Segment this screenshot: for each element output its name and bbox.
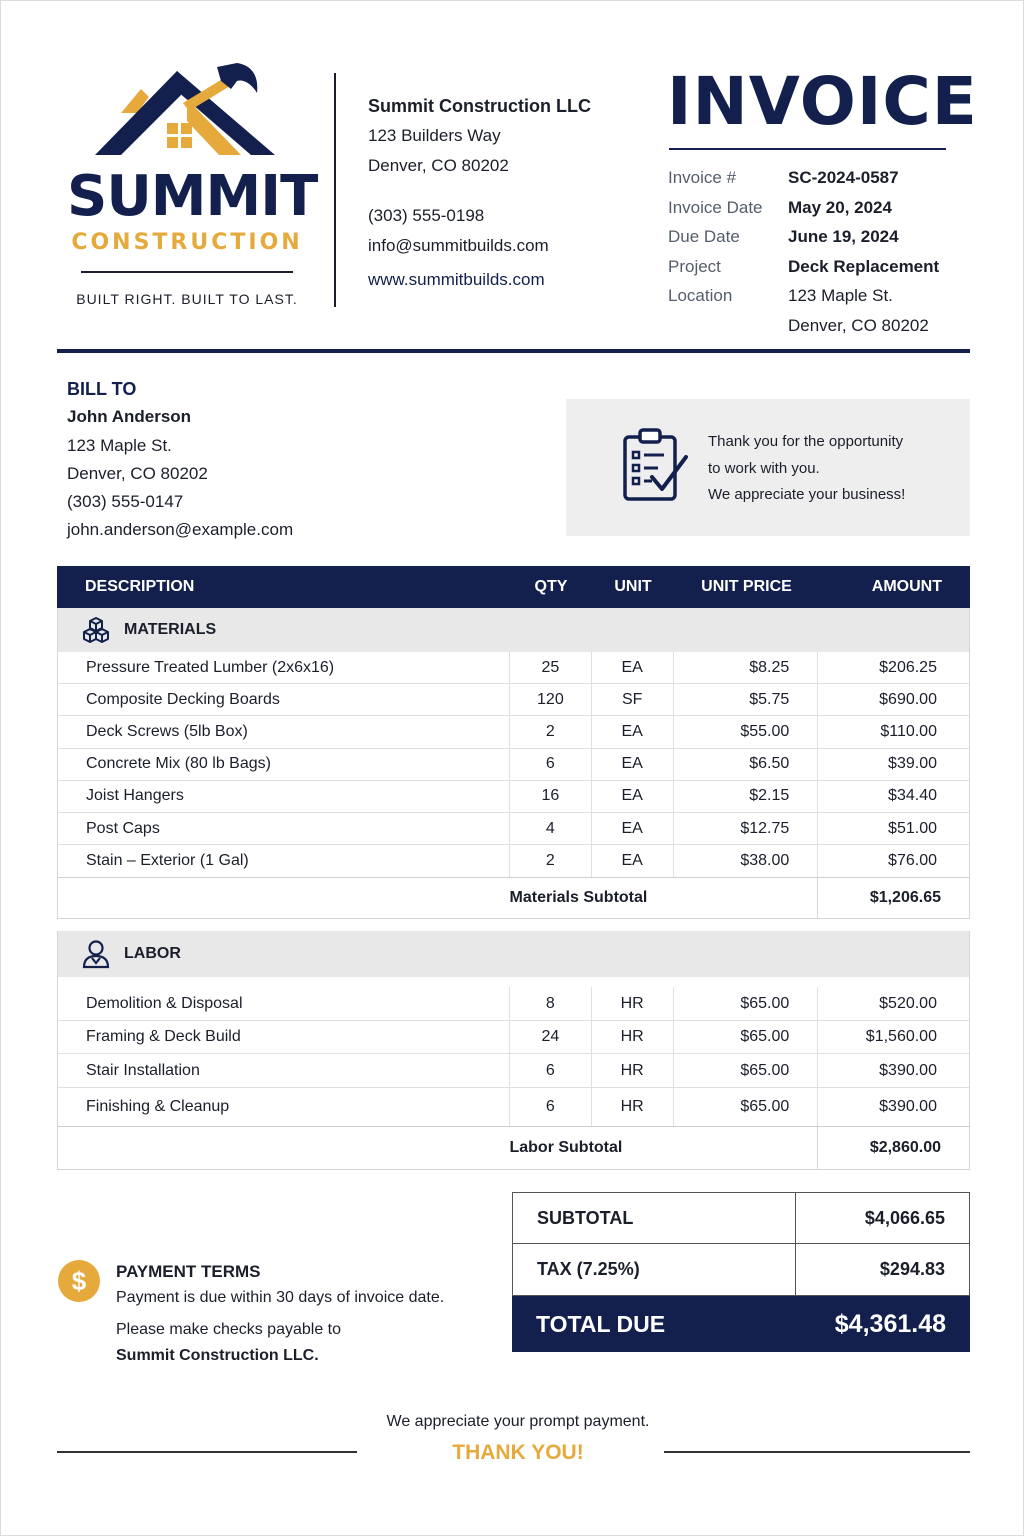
meta-row-location-line2: Denver, CO 80202	[788, 315, 929, 335]
table-row: Stair Installation 6 HR $65.00 $390.00	[58, 1054, 969, 1088]
table-row: Concrete Mix (80 lb Bags) 6 EA $6.50 $39.00	[58, 749, 969, 781]
header-qty: QTY	[534, 578, 568, 595]
tagline: BUILT RIGHT. BUILT TO LAST.	[76, 291, 298, 307]
logo-divider	[81, 271, 293, 273]
header-description: DESCRIPTION	[85, 578, 195, 595]
header-divider	[334, 73, 336, 307]
logo-name: SUMMIT	[67, 164, 318, 229]
footer-message: We appreciate your prompt payment.	[386, 1413, 650, 1430]
section-materials-title: MATERIALS	[124, 621, 217, 638]
section-labor-title: LABOR	[124, 945, 181, 963]
subtotal-value: $4,066.65	[864, 1207, 945, 1228]
labor-rows	[57, 977, 970, 1126]
company-address-line1: 123 Builders Way	[368, 126, 501, 145]
labor-subtotal-value: $2,860.00	[869, 1138, 941, 1156]
company-phone: (303) 555-0198	[368, 206, 485, 225]
header-unit: UNIT	[614, 578, 652, 595]
table-row: Joist Hangers 16 EA $2.15 $34.40	[58, 781, 969, 813]
header-unit-price: UNIT PRICE	[701, 578, 792, 595]
table-row: Composite Decking Boards 120 SF $5.75 $690.00	[58, 684, 969, 716]
total-due-row	[512, 1296, 970, 1352]
footer-thank-you: THANK YOU!	[452, 1441, 584, 1464]
labor-subtotal-row	[57, 1126, 970, 1170]
company-name: Summit Construction LLC	[368, 96, 591, 116]
payment-terms	[116, 1259, 444, 1369]
bill-to-email[interactable]: john.anderson@example.com	[67, 520, 294, 540]
section-labor	[57, 931, 970, 977]
tax-row	[512, 1244, 970, 1296]
total-due-value: $4,361.48	[834, 1309, 946, 1338]
bill-to-phone: (303) 555-0147	[67, 492, 184, 512]
table-row: Pressure Treated Lumber (2x6x16) 25 EA $8.25 $206.25	[58, 652, 969, 684]
section-materials	[57, 608, 970, 652]
meta-row-due-date: Due Date June 19, 2024	[668, 227, 899, 246]
subtotal-row	[512, 1192, 970, 1244]
labor-subtotal-label: Labor Subtotal	[58, 1127, 818, 1169]
company-website-link[interactable]: www.summitbuilds.com	[368, 270, 545, 289]
payment-terms-payee: Summit Construction LLC.	[116, 1347, 319, 1364]
house-hammer-logo-icon	[91, 63, 283, 159]
boxes-icon	[82, 616, 110, 644]
tax-label: TAX (7.25%)	[513, 1244, 796, 1295]
table-row: Stain – Exterior (1 Gal) 2 EA $38.00 $76.00	[58, 845, 969, 877]
table-header	[57, 566, 970, 608]
thanks-box	[566, 399, 970, 536]
person-icon	[82, 939, 110, 969]
totals-box	[512, 1192, 970, 1352]
invoice-meta	[668, 163, 939, 340]
company-address-line2: Denver, CO 80202	[368, 156, 509, 175]
materials-subtotal-label: Materials Subtotal	[58, 878, 818, 918]
payment-terms-line1: Payment is due within 30 days of invoice date.	[116, 1289, 445, 1306]
tax-value: $294.83	[879, 1259, 945, 1279]
bill-to	[67, 375, 293, 545]
materials-subtotal-value: $1,206.65	[869, 889, 941, 907]
materials-rows	[57, 652, 970, 877]
bill-to-address-line1: 123 Maple St.	[67, 435, 172, 455]
invoice-title-rule	[669, 148, 946, 150]
clipboard-check-icon	[622, 427, 690, 503]
logo-subtitle: CONSTRUCTION	[71, 230, 303, 255]
thanks-line3: We appreciate your business!	[708, 486, 906, 503]
payment-terms-title: PAYMENT TERMS	[116, 1262, 261, 1281]
meta-row-invoice-number: Invoice # SC-2024-0587	[668, 168, 899, 187]
thanks-line1: Thank you for the opportunity	[708, 433, 904, 450]
payment-terms-line2: Please make checks payable to	[116, 1321, 342, 1338]
meta-row-project: Project Deck Replacement	[668, 256, 940, 276]
table-row: Framing & Deck Build 24 HR $65.00 $1,560.00	[58, 1021, 969, 1055]
table-row: Deck Screws (5lb Box) 2 EA $55.00 $110.00	[58, 716, 969, 748]
total-due-label: TOTAL DUE	[536, 1310, 666, 1337]
table-row: Finishing & Cleanup 6 HR $65.00 $390.00	[58, 1088, 969, 1126]
company-logo	[67, 63, 318, 313]
table-row: Demolition & Disposal 8 HR $65.00 $520.00	[58, 987, 969, 1021]
line-items-table	[57, 566, 970, 1170]
meta-row-invoice-date: Invoice Date May 20, 2024	[668, 197, 892, 217]
invoice-title: INVOICE	[667, 63, 978, 140]
table-row: Post Caps 4 EA $12.75 $51.00	[58, 813, 969, 845]
header-rule	[57, 349, 970, 353]
subtotal-label: SUBTOTAL	[513, 1193, 796, 1243]
company-email[interactable]: info@summitbuilds.com	[368, 236, 549, 255]
dollar-coin-icon: $	[58, 1260, 100, 1302]
materials-subtotal-row	[57, 877, 970, 919]
bill-to-name: John Anderson	[67, 407, 192, 427]
header-amount: AMOUNT	[871, 578, 942, 595]
bill-to-title: BILL TO	[67, 379, 137, 399]
thanks-line2: to work with you.	[708, 459, 820, 477]
company-info	[368, 91, 591, 295]
meta-row-location: Location 123 Maple St.	[668, 286, 893, 305]
bill-to-address-line2: Denver, CO 80202	[67, 463, 208, 483]
